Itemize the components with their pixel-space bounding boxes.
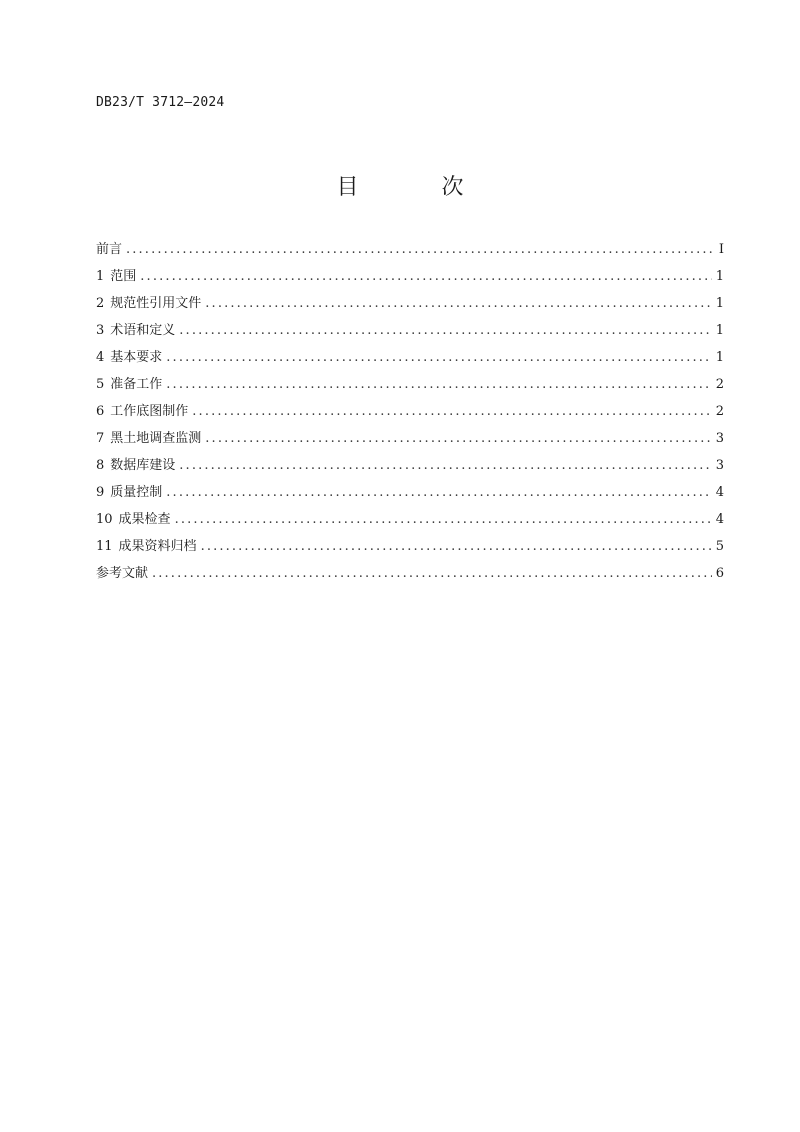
- toc-entry-text: 规范性引用文件: [110, 296, 202, 311]
- toc-entry-page: 1: [715, 296, 724, 311]
- toc-entry-page: 2: [715, 404, 724, 419]
- toc-entry-label: [96, 481, 162, 500]
- toc-entry-number: 8: [96, 458, 105, 473]
- toc-entry[interactable]: [96, 400, 724, 427]
- toc-entry-text: 质量控制: [110, 485, 163, 500]
- toc-entry-number: 2: [96, 296, 105, 311]
- toc-entry-label: [96, 427, 201, 446]
- toc-dot-leader: [126, 242, 712, 257]
- toc-entry[interactable]: [96, 373, 724, 400]
- toc-entry[interactable]: [96, 265, 724, 292]
- toc-dot-leader: [166, 485, 711, 500]
- toc-entry-number: 6: [96, 404, 105, 419]
- toc-entry-number: 7: [96, 431, 105, 446]
- toc-entry-number: 5: [96, 377, 105, 392]
- toc-entry-label: 参考文献: [96, 566, 149, 581]
- toc-entry[interactable]: [96, 319, 724, 346]
- toc-entry[interactable]: [96, 481, 724, 508]
- toc-dot-leader: [140, 269, 711, 284]
- toc-entry-page: 1: [715, 350, 724, 365]
- toc-entry-page: 3: [715, 431, 724, 446]
- toc-entry-text: 准备工作: [110, 377, 163, 392]
- toc-entry-number: 3: [96, 323, 105, 338]
- toc-entry-number: 11: [96, 539, 113, 554]
- toc-dot-leader: [152, 566, 712, 581]
- toc-entry-text: 黑土地调查监测: [110, 431, 202, 446]
- toc-entry-page: 1: [715, 269, 724, 284]
- toc-entry-label: [96, 454, 175, 473]
- toc-entry[interactable]: [96, 427, 724, 454]
- toc-entry-page: 4: [715, 512, 724, 527]
- toc-entry-text: 成果检查: [118, 512, 171, 527]
- toc-entry[interactable]: [96, 508, 724, 535]
- toc-dot-leader: [205, 431, 711, 446]
- toc-entry-label: 前言: [96, 242, 123, 257]
- toc-dot-leader: [205, 296, 711, 311]
- toc-entry-label: [96, 535, 197, 554]
- toc-entry-text: 成果资料归档: [118, 539, 197, 554]
- toc-entry[interactable]: [96, 346, 724, 373]
- toc-dot-leader: [179, 323, 711, 338]
- toc-dot-leader: [201, 539, 712, 554]
- toc-entry-label: [96, 508, 171, 527]
- toc-entry-page: 6: [715, 566, 724, 581]
- toc-entry-text: 范围: [110, 269, 137, 284]
- toc-entry-number: 9: [96, 485, 105, 500]
- toc-entry-number: 10: [96, 512, 113, 527]
- document-code: DB23/T 3712—2024: [96, 95, 225, 110]
- toc-entry-page: 5: [715, 539, 724, 554]
- toc-dot-leader: [166, 350, 711, 365]
- toc-entry-label: [96, 319, 175, 338]
- toc-entry[interactable]: [96, 292, 724, 319]
- toc-entry[interactable]: [96, 454, 724, 481]
- toc-dot-leader: [166, 377, 711, 392]
- toc-entry-label: [96, 373, 162, 392]
- toc-entry-label: [96, 346, 162, 365]
- toc-entry[interactable]: [96, 238, 724, 265]
- toc-entry-text: 工作底图制作: [110, 404, 189, 419]
- toc-entry-page: I: [718, 242, 724, 257]
- toc-entry-text: 术语和定义: [110, 323, 176, 338]
- toc-entry[interactable]: [96, 562, 724, 589]
- toc-title: 目 次: [336, 175, 502, 200]
- toc-entry-page: 3: [715, 458, 724, 473]
- toc-entry-number: 4: [96, 350, 105, 365]
- toc-entry-page: 4: [715, 485, 724, 500]
- toc-entry-page: 1: [715, 323, 724, 338]
- toc-entry-page: 2: [715, 377, 724, 392]
- toc-entry-label: [96, 265, 136, 284]
- toc-entry-label: [96, 400, 188, 419]
- toc-list: [96, 238, 724, 589]
- toc-entry-text: 基本要求: [110, 350, 163, 365]
- toc-entry[interactable]: [96, 535, 724, 562]
- toc-entry-number: 1: [96, 269, 105, 284]
- toc-entry-label: [96, 292, 201, 311]
- toc-dot-leader: [192, 404, 711, 419]
- toc-dot-leader: [175, 512, 712, 527]
- toc-dot-leader: [179, 458, 711, 473]
- toc-entry-text: 数据库建设: [110, 458, 176, 473]
